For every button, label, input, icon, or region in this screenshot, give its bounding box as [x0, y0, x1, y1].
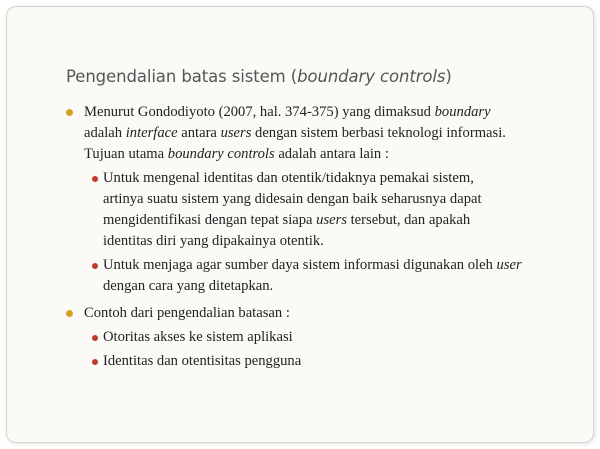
sub-bullet-icon: [92, 263, 98, 269]
bullet-line: [84, 303, 290, 324]
sub-bullet-line: [103, 255, 522, 276]
text-run: adalah: [84, 125, 126, 141]
text-run: Tujuan utama: [84, 146, 168, 162]
sub-bullet-line: [103, 231, 482, 252]
bullet-item: [84, 102, 506, 165]
sub-bullet-line: [103, 189, 482, 210]
bullet-line: [84, 144, 506, 165]
bullet-line: [84, 102, 506, 123]
text-run: Untuk mengenal identitas dan otentik/tidaknya pemakai sistem,: [103, 170, 474, 186]
text-run: dengan cara yang ditetapkan.: [103, 278, 274, 294]
italic-term: users: [316, 212, 347, 228]
text-run: Untuk menjaga agar sumber daya sistem informasi digunakan oleh: [103, 257, 497, 273]
text-run: identitas diri yang dipakainya otentik.: [103, 233, 324, 249]
italic-term: boundary: [434, 104, 491, 120]
sub-bullet-line: [103, 276, 522, 297]
slide-title: [66, 67, 452, 86]
bullet-icon: [66, 109, 73, 116]
slide-title-end: ): [445, 67, 452, 86]
sub-bullet-icon: [92, 176, 98, 182]
text-run: tersebut, dan apakah: [346, 212, 471, 228]
text-run: Identitas dan otentisitas pengguna: [103, 353, 302, 369]
text-run: Menurut Gondodiyoto (2007, hal. 374-375) yang dimaksud: [84, 104, 435, 120]
text-run: mengidentifikasi dengan tepat siapa: [103, 212, 317, 228]
bullet-line: [84, 123, 506, 144]
text-run: Contoh dari pengendalian batasan :: [84, 305, 290, 321]
italic-term: user: [496, 257, 522, 273]
sub-bullet-line: [103, 210, 482, 231]
italic-term: interface: [125, 125, 178, 141]
italic-term: users: [220, 125, 252, 141]
slide-title-italic: boundary controls: [297, 67, 446, 86]
bullet-item: [84, 303, 290, 324]
sub-bullet-icon: [92, 359, 98, 365]
text-run: antara: [177, 125, 221, 141]
sub-bullet-item: [103, 168, 482, 252]
sub-bullet-line: [103, 327, 293, 348]
text-run: Otoritas akses ke sistem aplikasi: [103, 329, 293, 345]
sub-bullet-line: [103, 168, 482, 189]
slide-frame: [6, 6, 594, 443]
sub-bullet-icon: [92, 335, 98, 341]
sub-bullet-item: [103, 351, 301, 372]
text-run: dengan sistem berbasi teknologi informasi.: [251, 125, 506, 141]
sub-bullet-item: [103, 327, 293, 348]
bullet-icon: [66, 310, 73, 317]
sub-bullet-item: [103, 255, 522, 297]
slide-title-main: Pengendalian batas sistem (: [66, 67, 298, 86]
italic-term: boundary controls: [167, 146, 275, 162]
text-run: artinya suatu sistem yang didesain dengan baik seharusnya dapat: [103, 191, 482, 207]
text-run: adalah antara lain :: [274, 146, 389, 162]
sub-bullet-line: [103, 351, 301, 372]
